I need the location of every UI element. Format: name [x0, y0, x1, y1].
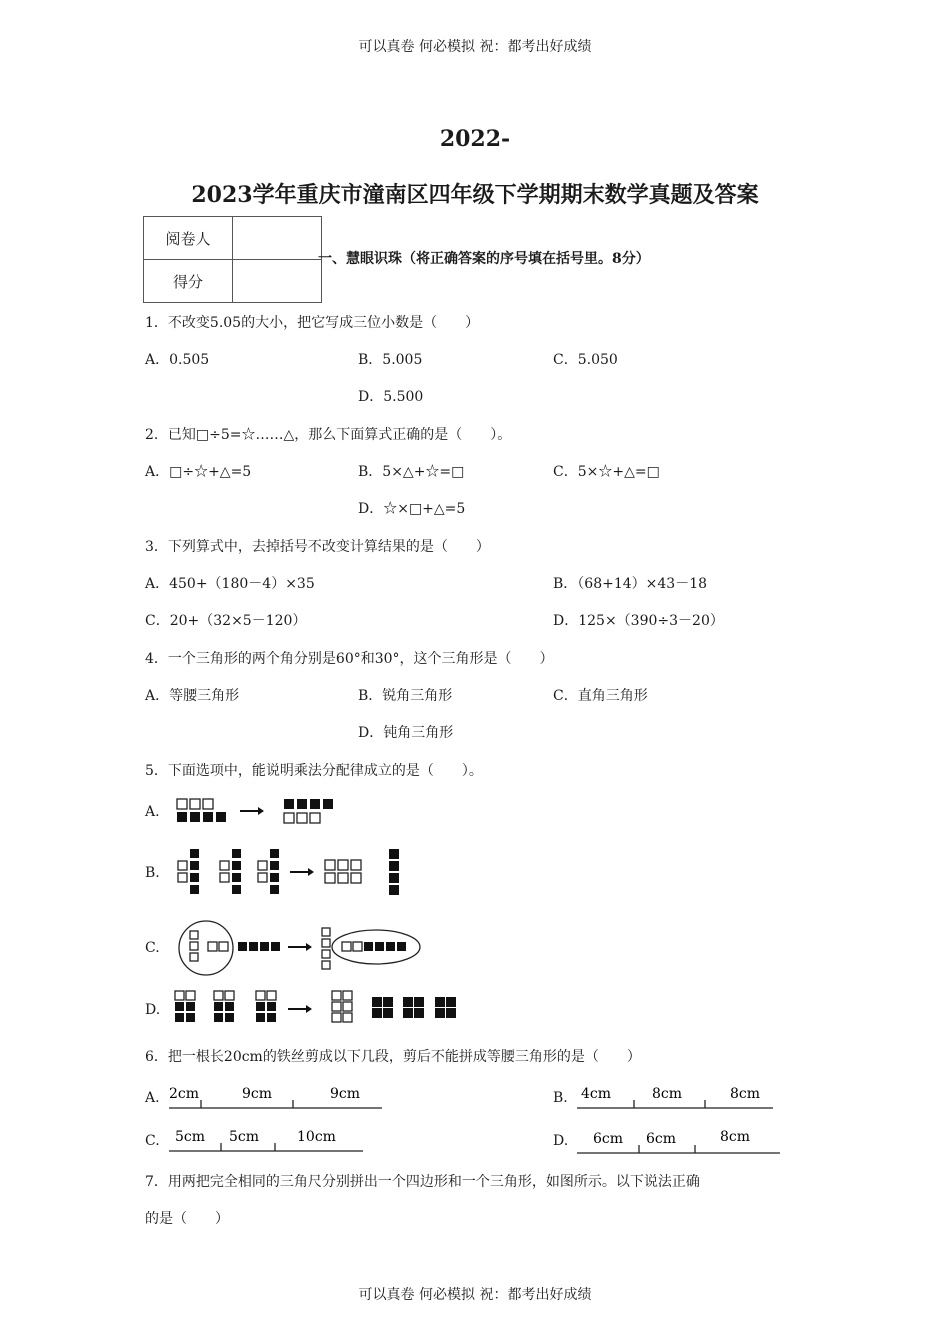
question-5: 5．下面选项中，能说明乘法分配律成立的是（ ）。: [145, 763, 483, 779]
q6-c-seg-1: 5cm: [175, 1129, 206, 1145]
q5-option-c[interactable]: C.: [145, 940, 160, 956]
q6-b-segment: [575, 1080, 780, 1114]
page-header: 可以真卷 何必模拟 祝：都考出好成绩: [358, 39, 592, 55]
q6-a-seg-3: 9cm: [330, 1086, 361, 1102]
q5-option-a[interactable]: A.: [145, 804, 160, 820]
grading-table: [143, 216, 322, 303]
q6-d-seg-3: 8cm: [720, 1129, 751, 1145]
q1-option-d[interactable]: D．5.500: [358, 389, 424, 405]
q3-option-d[interactable]: D．125×（390÷3－20）: [553, 613, 724, 629]
section-heading: 一、慧眼识珠（将正确答案的序号填在括号里。8分）: [318, 251, 650, 267]
q3-option-b[interactable]: B．（68+14）×43－18: [553, 576, 708, 592]
q6-b-seg-2: 8cm: [652, 1086, 683, 1102]
q2-option-c[interactable]: C．5×☆+△=□: [553, 464, 660, 480]
q5-b-figure: [170, 845, 410, 897]
q4-option-d[interactable]: D．钝角三角形: [358, 725, 454, 741]
q5-a-figure: [170, 794, 350, 830]
q6-a-segment: [165, 1080, 390, 1114]
q6-d-seg-1: 6cm: [593, 1131, 624, 1147]
q2-option-b[interactable]: B．5×△+☆=□: [358, 464, 465, 480]
q6-option-b[interactable]: B.: [553, 1090, 568, 1106]
score-label: 得分: [144, 260, 233, 303]
q2-option-d[interactable]: D．☆×□+△=5: [358, 501, 466, 517]
q6-d-segment: [575, 1123, 785, 1157]
q6-option-c[interactable]: C.: [145, 1133, 160, 1149]
question-7-line-2: 的是（ ）: [145, 1211, 229, 1227]
title-line-1: 2022-: [439, 126, 511, 152]
q5-option-b[interactable]: B.: [145, 865, 160, 881]
question-4: 4．一个三角形的两个角分别是60°和30°，这个三角形是（ ）: [145, 651, 554, 667]
question-7-line-1: 7．用两把完全相同的三角尺分别拼出一个四边形和一个三角形，如图所示。以下说法正确: [145, 1174, 700, 1190]
question-6: 6．把一根长20cm的铁丝剪成以下几段，剪后不能拼成等腰三角形的是（ ）: [145, 1049, 641, 1065]
q6-option-a[interactable]: A.: [145, 1090, 160, 1106]
q1-option-b[interactable]: B．5.005: [358, 352, 423, 368]
q4-option-b[interactable]: B．锐角三角形: [358, 688, 453, 704]
question-1: 1．不改变5.05的大小，把它写成三位小数是（ ）: [145, 315, 480, 331]
q6-b-seg-3: 8cm: [730, 1086, 761, 1102]
q5-c-figure: [170, 918, 430, 978]
q2-option-a[interactable]: A．□÷☆+△=5: [145, 464, 252, 480]
q6-c-segment: [165, 1123, 370, 1157]
q6-c-seg-3: 10cm: [297, 1129, 336, 1145]
q5-option-d[interactable]: D.: [145, 1002, 161, 1018]
reviewer-cell[interactable]: [233, 217, 322, 260]
q4-option-c[interactable]: C．直角三角形: [553, 688, 648, 704]
title-line-2: 2023学年重庆市潼南区四年级下学期期末数学真题及答案: [191, 182, 759, 208]
q6-a-seg-1: 2cm: [169, 1086, 200, 1102]
q6-a-seg-2: 9cm: [242, 1086, 273, 1102]
q6-b-seg-1: 4cm: [581, 1086, 612, 1102]
q5-d-figure: [170, 988, 470, 1028]
reviewer-label: 阅卷人: [144, 217, 233, 260]
q3-option-a[interactable]: A．450+（180－4）×35: [145, 576, 315, 592]
page-footer: 可以真卷 何必模拟 祝：都考出好成绩: [358, 1287, 592, 1303]
q6-c-seg-2: 5cm: [229, 1129, 260, 1145]
q3-option-c[interactable]: C．20+（32×5－120）: [145, 613, 307, 629]
q1-option-c[interactable]: C．5.050: [553, 352, 618, 368]
score-cell[interactable]: [233, 260, 322, 303]
q6-d-seg-2: 6cm: [646, 1131, 677, 1147]
question-3: 3．下列算式中，去掉括号不改变计算结果的是（ ）: [145, 539, 490, 555]
question-2: 2．已知□÷5=☆……△，那么下面算式正确的是（ ）。: [145, 427, 512, 443]
q4-option-a[interactable]: A．等腰三角形: [145, 688, 240, 704]
q6-option-d[interactable]: D.: [553, 1133, 569, 1149]
q1-option-a[interactable]: A．0.505: [145, 352, 210, 368]
